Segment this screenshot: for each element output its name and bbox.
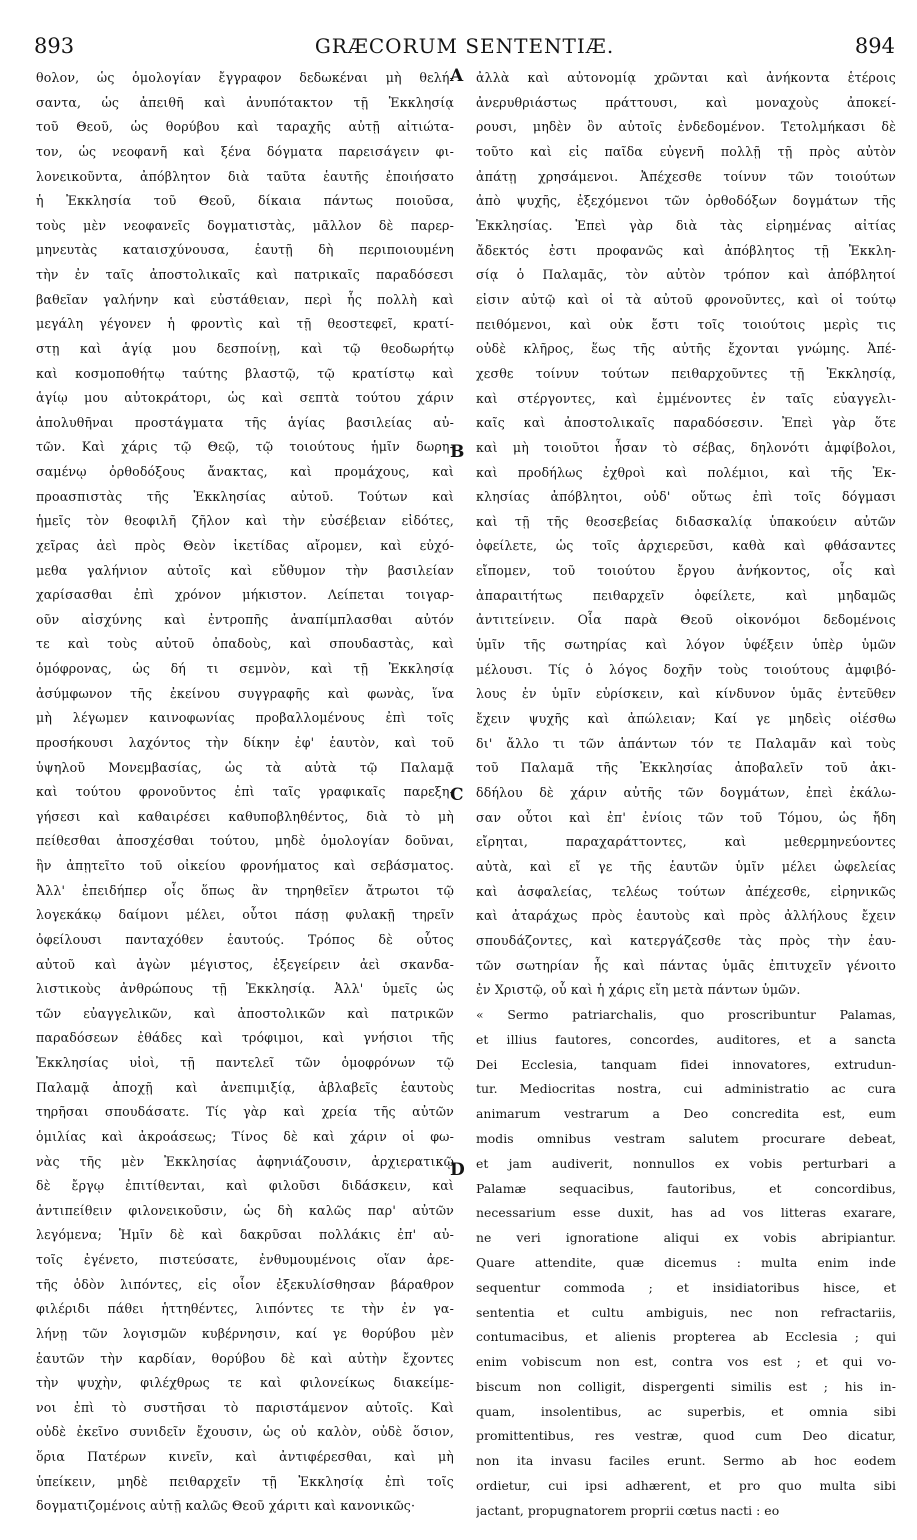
text-line: ὁμιλίας καὶ ἀκροάσεως; Τίνος δὲ καὶ χάριν οἱ φω- [36, 1128, 454, 1144]
text-line: σίᾳ ὁ Παλαμᾶς, τὸν αὐτὸν τρόπον καὶ ἀπόβλητοί [476, 267, 896, 283]
text-line: βαθεῖαν γαλήνην καὶ εὐστάθειαν, περὶ ἧς πολλὴ καὶ [36, 291, 454, 307]
text-line: et illius fautores, concordes, auditores, et a sancta [476, 1031, 896, 1047]
right-column-greek-text [476, 66, 896, 1003]
text-line: δι' ἄλλο τι τῶν ἁπάντων τόν τε Παλαμᾶν καὶ τοὺς [476, 735, 896, 751]
text-line: animarum vestrarum a Deo concredita est, eum [476, 1106, 896, 1122]
text-line: et jam audiverit, nonnullos ex vobis perturbari a [476, 1155, 896, 1171]
text-line: καὶ προδήλως ἐχθροὶ καὶ πολέμιοι, καὶ τῆς Ἐκ- [476, 464, 896, 480]
text-line: δὲ ἔργῳ ἐπιτίθενται, καὶ φιλοῦσι διδάσκειν, καὶ [36, 1178, 454, 1194]
text-line: μηνευτὰς καταισχύνουσα, ἑαυτῇ δὴ περιποιουμένη [36, 242, 454, 258]
text-line: τὴν ψυχὴν, φιλέχθρως τε καὶ φιλονείκως διακείμε- [36, 1375, 454, 1391]
text-line: εἰσιν αὐτῷ καὶ οἱ τὰ αὐτοῦ φρονοῦντες, καὶ οἱ τούτῳ [476, 291, 896, 307]
text-line: ὅρια Πατέρων κινεῖν, καὶ ἀντιφέρεσθαι, καὶ μὴ [36, 1449, 454, 1464]
text-line: προσήκουσι λαχόντος τὴν δίκην ἐφ' ἑαυτὸν, καὶ τοῦ [36, 734, 454, 750]
text-line: modis omnibus vestram salutem procurare debeat, [476, 1130, 896, 1146]
text-line: promittentibus, res vestræ, quod cum Deo dicatur, [476, 1428, 896, 1444]
text-line: Ἐκκλησίας υἱοὶ, τῇ παντελεῖ τῶν ὁμοφρόνων τῷ [36, 1055, 454, 1070]
text-line: τοῦ Θεοῦ, ὡς θορύβου καὶ ταραχῆς αὐτῇ αἰτιώτα- [36, 119, 454, 135]
text-line: jactant, propugnatorem proprii cœtus nacti : eo [476, 1502, 780, 1518]
text-line: καὶ ἀταράχως πρὸς ἑαυτοὺς καὶ πρὸς ἀλλήλους ἔχειν [476, 908, 896, 924]
left-page-number: 893 [34, 34, 75, 58]
text-line: καὶ κοσμοποθήτῳ ταύτης βλαστῷ, τῷ κρατίστῳ καὶ [36, 365, 454, 381]
text-line: enim vobiscum non est, contra vos est ; et qui vo- [476, 1354, 896, 1370]
text-line: necessarium esse duxit, has ad vos litteras exarare, [476, 1205, 896, 1221]
margin-marker-b: B [450, 442, 465, 462]
margin-marker-c: C [450, 785, 464, 805]
text-line: σαν οὗτοι καὶ ἐπ' ἐνίοις τῶν τοῦ Τόμου, ὡς ἤδη [476, 809, 896, 825]
text-line: λονεικοῦντα, ἀπόβλητον διὰ ταῦτα ἑαυτῆς ἐποιήσατο [36, 168, 454, 184]
text-line: χεσθε τοίνυν τούτων πειθαρχοῦντες τῇ Ἐκκλησίᾳ, [476, 365, 896, 381]
text-line: τῆς ὁδὸν λιπόντες, εἰς οἷον ἐξεκυλίσθησαν βάραθρον [36, 1276, 454, 1292]
text-line: νοι ἐπὶ τὸ συστῆσαι τὸ παριστάμενον αὐτοῖς. Καὶ [36, 1399, 454, 1415]
text-line: οὐδὲ κλῆρος, ἕως τῆς αὐτῆς ἔχονται γνώμης. Ἀπέ- [476, 341, 896, 357]
text-line: σαντα, ὡς ἀπειθῆ καὶ ἀνυπότακτον τῇ Ἐκκλησίᾳ [36, 94, 454, 110]
text-line: αὐτὰ, καὶ εἴ γε τῆς ἑαυτῶν ὑμῖν μέλει ὠφελείας [476, 859, 896, 874]
text-line: σαμένῳ ὀρθοδόξους ἄνακτας, καὶ προμάχους, καὶ [36, 464, 454, 479]
text-line: γήσεσι καὶ καθαιρέσει καθυποβληθέντος, διὰ τὸ μὴ [36, 808, 454, 824]
text-line: Ἀλλ' ἐπειδήπερ οἷς ὅπως ἂν τηρηθεῖεν ἄτρωτοι τῷ [36, 882, 454, 898]
text-line: παραδόσεων ἐθάδες καὶ τρόφιμοι, καὶ γνήσιοι τῆς [36, 1030, 454, 1046]
text-line: sententia et cultu ambiguis, nec non refractariis, [476, 1304, 896, 1320]
text-line: θολον, ὡς ὁμολογίαν ἔγγραφον δεδωκέναι μὴ θελή- [36, 70, 454, 85]
text-line: κλησίας ἀπόβλητοι, οὐδ' οὕτως ἐπὶ τοῖς δόγμασι [476, 489, 896, 505]
text-line: καὶ στέργοντες, καὶ ἐμμένοντες ἐν ταῖς εὐαγγελι- [476, 390, 896, 406]
text-line: ὑπείκειν, μηδὲ πειθαρχεῖν τῇ Ἐκκλησίᾳ ἐπὶ τοῖς [36, 1473, 454, 1489]
text-line: λήνῃ τῶν λογισμῶν κυβέρνησιν, καί γε θορύβου μὲν [36, 1325, 454, 1341]
text-line: λογεκάκῳ δαίμονι μέλει, οὗτοι πάσῃ φυλακῇ τηρεῖν [36, 907, 454, 923]
text-line: ἀπάτῃ χρησάμενοι. Ἀπέχεσθε τοίνυν τῶν τοιούτων [476, 168, 896, 184]
text-line: τε καὶ τοὺς αὐτοῦ ὀπαδοὺς, καὶ σπουδαστὰς, καὶ [36, 636, 454, 652]
text-line: ne veri ignoratione aliqui ex vobis abripiantur. [476, 1230, 896, 1246]
text-line: ἀντιπείθειν φιλονεικοῦσιν, ὡς δὴ καλῶς παρ' αὐτῶν [36, 1202, 454, 1218]
text-line: αὐτοῦ καὶ ἀγὼν μέγιστος, ἐξεγείρειν ἀεὶ σκανδα- [36, 956, 454, 972]
text-line: Quare attendite, quæ dicemus : multa enim inde [476, 1254, 896, 1270]
text-line: εἴπομεν, τοῦ τοιούτου ἔργου ἀνήκοντος, οἷς καὶ [476, 563, 896, 579]
text-line: ἐν Χριστῷ, οὗ καὶ ἡ χάρις εἴη μετὰ πάντων ὑμῶν. [476, 982, 801, 998]
text-line: χεῖρας ἀεὶ πρὸς Θεὸν ἱκετίδας αἴρομεν, καὶ εὐχό- [36, 537, 454, 553]
text-line: τῶν εὐαγγελικῶν, καὶ ἀποστολικῶν καὶ πατρικῶν [36, 1005, 454, 1021]
text-line: καὶ τούτου φρονοῦντος ἐπὶ ταῖς γραφικαῖς παρεξη- [36, 784, 454, 800]
text-line: μέλουσι. Τίς ὁ λόγος δοχῆν τοὺς τοιούτους ἀμφιβό- [476, 661, 896, 677]
text-line: τοῖς ἐγένετο, πιστεύσατε, ἐνθυμουμένοις οἵαν ἀρε- [36, 1252, 454, 1267]
text-line: στῃ καὶ ἁγίᾳ μου δεσποίνῃ, καὶ τῷ θεοδωρήτῳ [36, 340, 454, 356]
text-line: πειθόμενοι, καὶ οὐκ ἔστι τοῖς τοιούτοις μερὶς τις [476, 316, 896, 332]
text-line: χαρίσασθαι ἐπὶ χρόνον μήκιστον. Λείπεται τοιγαρ- [36, 587, 454, 603]
right-column [476, 66, 896, 1524]
text-line: καῖς καὶ ἀποστολικαῖς παραδόσεσιν. Ἐπεὶ γὰρ ὅτε [476, 415, 896, 431]
text-line: λους ἐν ὑμῖν εὑρίσκειν, καὶ κίνδυνον ὑμᾶς ἐντεῦθεν [476, 686, 896, 702]
text-line: sequentur commoda ; et insidiatoribus hisce, et [476, 1279, 896, 1295]
text-line: τοῦ Παλαμᾶ τῆς Ἐκκλησίας ἀποβαλεῖν τοῦ ἀκι- [476, 760, 896, 776]
text-line: quam, insolentibus, ac superbis, et omnia sibi [476, 1403, 896, 1419]
left-column-greek-text [36, 66, 454, 1519]
text-line: ἡμεῖς τὸν θεοφιλῆ ζῆλον καὶ τὴν εὐσέβειαν εἰδότες, [36, 513, 454, 529]
text-line: νὰς τῆς μὲν Ἐκκλησίας ἀφηνιάζουσιν, ἀρχιερατικῷ [36, 1153, 454, 1169]
text-line: καὶ μὴ τοιοῦτοι ἦσαν τὸ σέβας, δηλονότι ἀμφίβολοι, [476, 439, 896, 455]
text-line: μεθα γαλήνιον αὐτοῖς καὶ εὔθυμον τὴν βασιλείαν [36, 562, 454, 578]
text-line: ὀφείλετε, ὡς τοῖς ἀρχιερεῦσι, καθὰ καὶ φθάσαντες [476, 538, 896, 554]
right-column-latin-translation [476, 1003, 896, 1524]
text-line: « Sermo patriarchalis, quo proscribuntur Palamas, [476, 1006, 896, 1022]
text-line: Dei Ecclesia, tanquam fidei innovatores, extrudun- [476, 1056, 896, 1072]
text-line: ἀσύμφωνον τῆς ἐκείνου συγγραφῆς καὶ φωνὰς, ἵνα [36, 685, 454, 701]
text-line: Παλαμᾷ ἀποχῇ καὶ ἀνεπιμιξίᾳ, ἀβλαβεῖς ἑαυτοὺς [36, 1079, 454, 1095]
running-title: GRÆCORUM SENTENTIÆ. [314, 34, 615, 58]
text-line: πείθεσθαι ἀποσχέσθαι τούτου, μηδὲ ὁμολογίαν δοῦναι, [36, 833, 454, 849]
text-line: φιλέριδι πάθει ἡττηθέντες, λιπόντες τε τὴν ἐν γα- [36, 1301, 454, 1317]
text-line: ἔχειν ψυχῆς καὶ ἀπώλειαν; Καί γε μηδεὶς οἰέσθω [476, 711, 896, 727]
margin-marker-a: A [450, 66, 464, 86]
text-line: ἀπὸ ψυχῆς, ἐξεχόμενοι τῶν ὀρθοδόξων δογμάτων τῆς [476, 193, 896, 209]
text-line: λεγόμενα; Ἡμῖν δὲ καὶ δακρῦσαι πολλάκις ἐπ' αὐ- [36, 1227, 454, 1243]
text-line: biscum non colligit, dispergenti similis est ; his in- [476, 1378, 896, 1394]
text-line: contumacibus, et alienis propterea ab Ecclesia ; qui [476, 1329, 896, 1345]
text-line: ἄδεκτός ἐστι προφανῶς καὶ ἀπόβλητος τῇ Ἐκκλη- [476, 242, 896, 258]
text-line: τοὺς μὲν νεοφανεῖς δογματιστὰς, μᾶλλον δὲ παρερ- [36, 217, 454, 233]
text-line: ἣν ἀπῃτεῖτο τοῦ οἰκείου φρονήματος καὶ σεβάσματος. [36, 858, 454, 873]
text-line: τὴν ἐν ταῖς ἀποστολικαῖς καὶ πατρικαῖς παραδόσεσι [36, 267, 454, 282]
text-line: καὶ τῇ τῆς θεοσεβείας διδασκαλίᾳ ὑπακούειν αὐτῶν [476, 513, 896, 529]
text-line: ἀνερυθριάστως πράττουσι, καὶ μοναχοὺς ἀποκεί- [476, 94, 896, 110]
text-line: ἁγίῳ μου αὐτοκράτορι, ὡς καὶ σεπτὰ τούτου χάριν [36, 390, 454, 406]
text-line: τῶν σωτηρίαν ἧς καὶ πάντας ὑμᾶς ἐπιτυχεῖν γένοιτο [476, 957, 896, 973]
text-line: μεγάλη γέγονεν ἡ φροντὶς καὶ τῇ θεοστεφεῖ, κρατί- [36, 316, 454, 332]
text-line: non ita invasu faciles erunt. Sermo ab hoc eodem [476, 1453, 896, 1469]
text-line: λιστικοὺς ἀνθρώπους τῇ Ἐκκλησίᾳ. Ἀλλ' ὑμεῖς ὡς [36, 981, 454, 997]
text-line: ἑαυτῶν τὴν καρδίαν, θορύβου δὲ καὶ αὐτὴν ἔχοντες [36, 1350, 454, 1366]
text-line: εἴρηται, παραχαράττοντες, καὶ μεθερμηνεύοντες [476, 834, 896, 850]
text-line: ὑμῖν τῆς σωτηρίας καὶ λόγον ὑφέξειν ὑπὲρ ὑμῶν [476, 637, 896, 653]
text-line: τῶν. Καὶ χάρις τῷ Θεῷ, τῷ τοιούτους ἡμῖν δωρη- [36, 439, 454, 455]
text-line: ὀφείλουσι πανταχόθεν ἑαυτούς. Τρόπος δὲ οὗτος [36, 931, 454, 947]
text-line: Palamæ sequacibus, fautoribus, et concordibus, [476, 1180, 896, 1196]
text-line: δδήλου δὲ χάριν αὐτῆς τῶν δογμάτων, ἐπεὶ ἐκάλω- [476, 785, 896, 801]
text-line: τοῦτο καὶ εἰς παῖδα εὐγενῆ πολλῇ τῇ πρὸς αὐτὸν [476, 143, 896, 159]
text-line: ἡ Ἐκκλησία τοῦ Θεοῦ, δίκαια πάντως ποιοῦσα, [36, 193, 454, 209]
text-line: σπουδάζοντες, καὶ κατεργάζεσθε τὰς πρὸς τὴν ἑαυ- [476, 932, 896, 948]
text-line: tur. Mediocritas nostra, cui administratio ac cura [476, 1081, 896, 1097]
right-page-number: 894 [854, 34, 895, 58]
text-line: ρουσι, μηδὲν ὂν αὐτοῖς ἐνδεδομένον. Τετολμήκασι δὲ [476, 119, 896, 135]
running-header [34, 34, 895, 60]
text-line: ἀλλὰ καὶ αὐτονομίᾳ χρῶνται καὶ ἀνήκοντα ἑτέροις [476, 70, 896, 85]
text-line: καὶ ἀσφαλείας, τελέως τούτων ἀπέχεσθε, εἰρηνικῶς [476, 883, 896, 899]
text-line: ordietur, cui ipsi adhærent, et pro quo multa sibi [476, 1478, 896, 1494]
text-line: ὑψηλοῦ Μονεμβασίας, ὡς τὰ αὐτὰ τῷ Παλαμᾷ [36, 759, 454, 775]
text-line: μὴ λέγωμεν καινοφωνίας προβαλλομένους ἐπὶ τοῖς [36, 710, 454, 726]
text-line: προασπιστὰς τῆς Ἐκκλησίας αὐτοῦ. Τούτων καὶ [36, 488, 454, 504]
margin-marker-d: D [450, 1160, 465, 1180]
text-line: ἀντιτείνειν. Οἷα παρὰ Θεοῦ οἰκονόμοι δεδομένοις [476, 612, 896, 628]
text-line: τηρῆσαι σπουδάσατε. Τίς γὰρ καὶ χρεία τῆς αὐτῶν [36, 1104, 454, 1120]
text-line: ὁμόφρονας, ὡς δή τι σεμνὸν, καὶ τῇ Ἐκκλησίᾳ [36, 661, 454, 676]
text-line: οῦν αἰσχύνης καὶ ἐντροπῆς ἀναπίμπλασθαι αὐτόν [36, 611, 454, 627]
text-line: ἀπαραιτήτως πειθαρχεῖν ὀφείλετε, καὶ μηδαμῶς [476, 587, 896, 603]
text-line: δογματιζομένοις αὐτῇ καλῶς Θεοῦ χάριτι καὶ κανονικῶς· [36, 1498, 416, 1514]
text-line: Ἐκκλησίας. Ἐπεὶ γὰρ διὰ τὰς εἰρημένας αἰτίας [476, 217, 896, 233]
text-line: ἀπολυθῆναι προστάγματα τῆς ἁγίας βασιλείας αὐ- [36, 414, 454, 430]
text-line: οὐδὲ ἐκεῖνο συνιδεῖν ἔχουσιν, ὡς οὐ καλὸν, οὐδὲ ὅσιον, [36, 1424, 454, 1440]
text-line: τον, ὡς νεοφανῆ καὶ ξένα δόγματα παρεισάγειν φι- [36, 143, 454, 159]
